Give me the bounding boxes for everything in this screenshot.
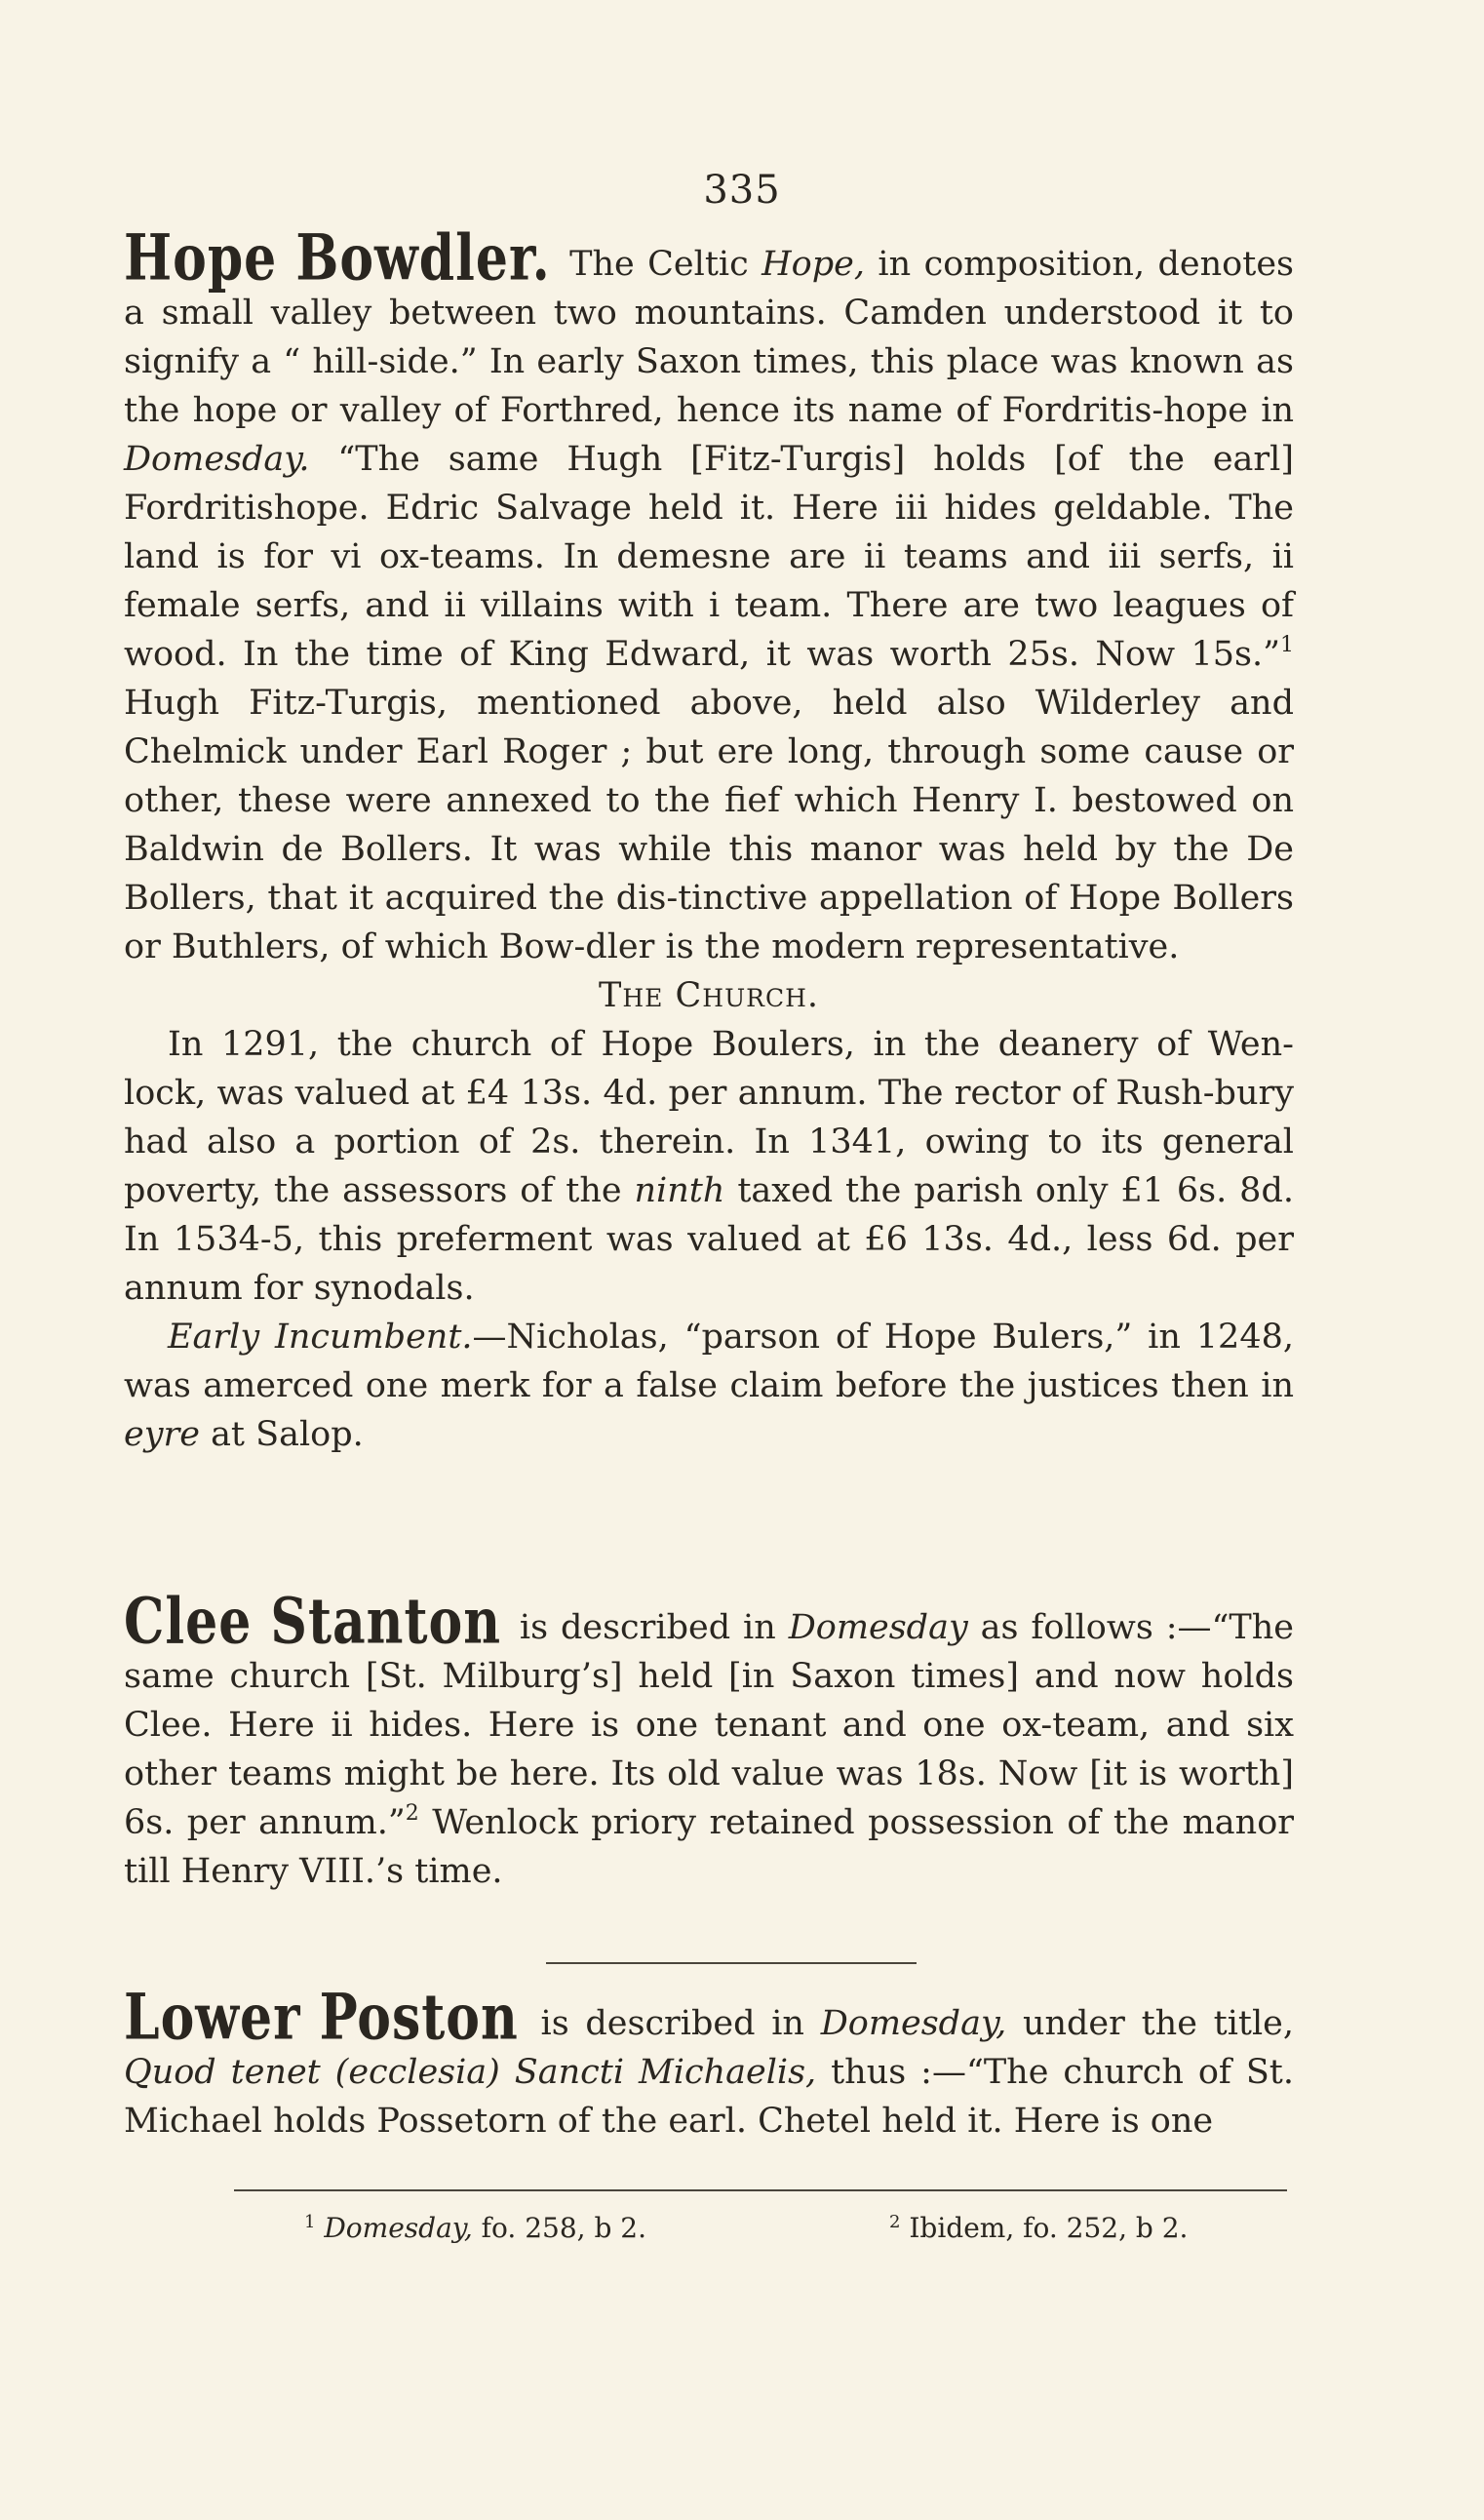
- hope-bowdler-paragraph: Hope Bowdler. The Celtic Hope, in composition, denotes a small valley between two mountains. Camden understood it to signify a “ hill-side.” In early Saxon times, this place was known as the hope or valley of Forthred, hence its name of Fordritis-hope in Domesday. “The same Hugh [Fitz-Turgis] holds [of the earl] Fordritishope. Edric Salvage held it. Here iii hides geldable. The land is for vi ox-teams. In demesne are ii teams and iii serfs, ii female serfs, and ii villains with i team. There are two leagues of wood. In the time of King Edward, it was worth 25s. Now 15s.”$^1$ Hugh Fitz-Turgis, mentioned above, held also Wilderley and Chelmick under Earl Roger ; but ere long, through some cause or other, these were annexed to the fief which Henry I. bestowed on Baldwin de Bollers. It was while this manor was held by the De Bollers, that it acquired the dis-tinctive appellation of Hope Bollers or Buthlers, of which Bow-dler is the modern representative.: [124, 220, 1294, 966]
- lower-poston-paragraph: Lower Poston is described in Domesday, under the title, Quod tenet (ecclesia) Sancti Michaelis, thus :—“The church of St. Michael holds Possetorn of the earl. Chetel held it. Here is one: [124, 1980, 1294, 2141]
- page-number: 335: [703, 168, 781, 213]
- clee-stanton-heading: Clee Stanton: [124, 1584, 501, 1659]
- church-paragraph: In 1291, the church of Hope Boulers, in the deanery of Wen-lock, was valued at £4 13s. 4d. per annum. The rector of Rush-bury had also a portion of 2s. therein. In 1341, owing to its general poverty, the assessors of the ninth taxed the parish only £1 6s. 8d. In 1534-5, this preferment was valued at £6 13s. 4d., less 6d. per annum for synodals.: [124, 1025, 1294, 1308]
- footnote-rule: [234, 2189, 1287, 2191]
- section-clee-stanton: [124, 1584, 1294, 1896]
- section-lower-poston: [124, 1980, 1294, 2146]
- footnote-1: $^1$ Domesday, fo. 258, b 2.: [304, 2212, 646, 2244]
- church-title: The Church.: [598, 976, 820, 1015]
- early-incumbent-label: Early Incumbent.: [168, 1318, 473, 1357]
- footnote-ref-2: 2: [405, 1801, 419, 1826]
- early-incumbent-paragraph: Early Incumbent.—Nicholas, “parson of Hope Bulers,” in 1248, was amerced one merk for a false claim before the justices then in eyre at Salop.: [124, 1318, 1294, 1454]
- hope-bowdler-heading: Hope Bowdler.: [124, 220, 551, 295]
- footnote-ref-1: 1: [1280, 633, 1294, 657]
- section-hope-bowdler: [124, 220, 1294, 1459]
- lower-poston-heading: Lower Poston: [124, 1980, 519, 2055]
- footnote-2: $^2$ Ibidem, fo. 252, b 2.: [889, 2212, 1189, 2244]
- section-divider: [546, 1962, 917, 1964]
- clee-stanton-paragraph: Clee Stanton is described in Domesday as follows :—“The same church [St. Milburg’s] held [in Saxon times] and now holds Clee. Here ii hides. Here is one tenant and one ox-team, and six other teams might be here. Its old value was 18s. Now [it is worth] 6s. per annum.”$^2$ Wenlock priory retained possession of the manor till Henry VIII.’s time.: [124, 1584, 1294, 1891]
